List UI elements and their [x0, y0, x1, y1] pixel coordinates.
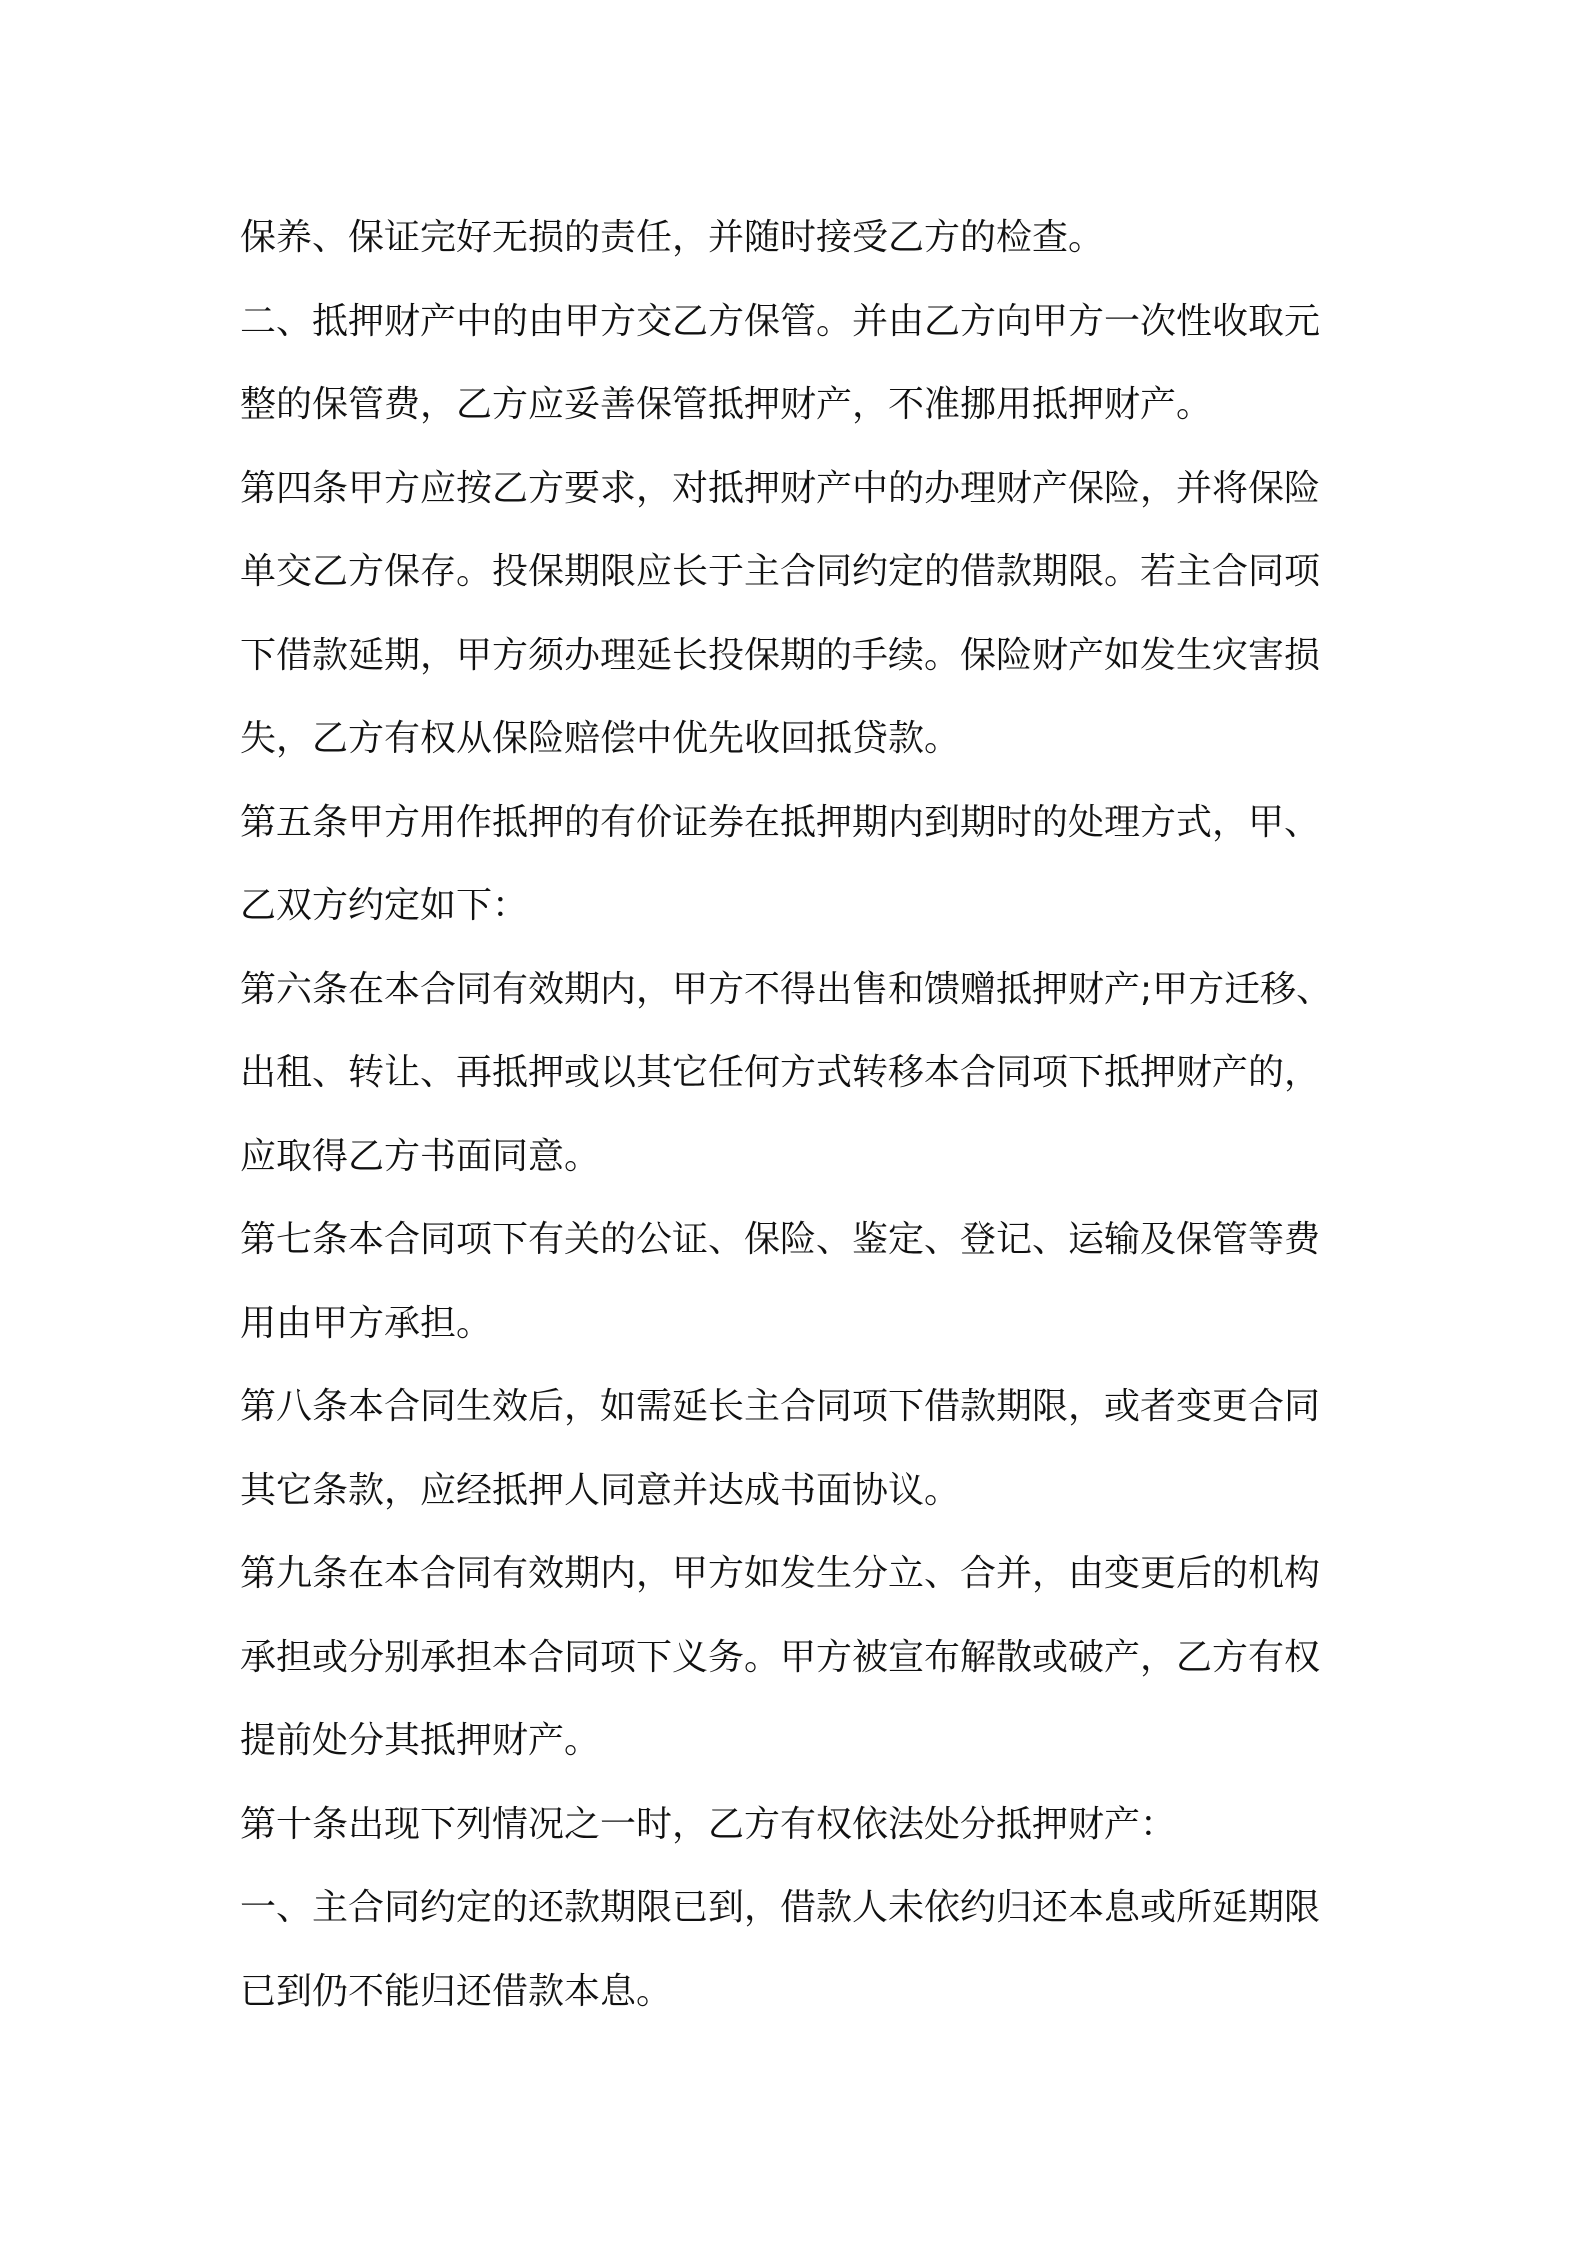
paragraph-article-10: 第十条出现下列情况之一时，乙方有权依法处分抵押财产： — [240, 1803, 1177, 1845]
paragraph-article-9: 第九条在本合同有效期内，甲方如发生分立、合并，由变更后的机构 承担或分别承担本合同项下义务。甲方被宣布解散或破产，乙方有权 提前处分其抵押财产。 — [240, 1553, 1321, 1761]
paragraph-article-8: 第八条本合同生效后，如需延长主合同项下借款期限，或者变更合同 其它条款，应经抵押人同意并达成书面协议。 — [240, 1386, 1321, 1511]
paragraph-item-1: 一、主合同约定的还款期限已到，借款人未依约归还本息或所延期限 已到仍不能归还借款本息。 — [240, 1887, 1321, 2012]
paragraph-item-2: 二、抵押财产中的由甲方交乙方保管。并由乙方向甲方一次性收取元 整的保管费，乙方应妥善保管抵押财产，不准挪用抵押财产。 — [240, 300, 1321, 425]
paragraph-article-6: 第六条在本合同有效期内，甲方不得出售和馈赠抵押财产;甲方迁移、 出租、转让、再抵押或以其它任何方式转移本合同项下抵押财产的， 应取得乙方书面同意。 — [240, 968, 1333, 1177]
document-body — [240, 196, 1360, 2033]
paragraph-continuation: 保养、保证完好无损的责任，并随时接受乙方的检查。 — [240, 217, 1105, 258]
paragraph-article-5: 第五条甲方用作抵押的有价证券在抵押期内到期时的处理方式，甲、 乙双方约定如下： — [240, 801, 1321, 926]
paragraph-article-7: 第七条本合同项下有关的公证、保险、鉴定、登记、运输及保管等费 用由甲方承担。 — [240, 1219, 1321, 1344]
paragraph-article-4: 第四条甲方应按乙方要求，对抵押财产中的办理财产保险，并将保险 单交乙方保存。投保期限应长于主合同约定的借款期限。若主合同项 下借款延期，甲方须办理延长投保期的手续。保险财产如发生灾害损 失，乙方有权从保险赔偿中优先收回抵贷款。 — [240, 467, 1321, 759]
